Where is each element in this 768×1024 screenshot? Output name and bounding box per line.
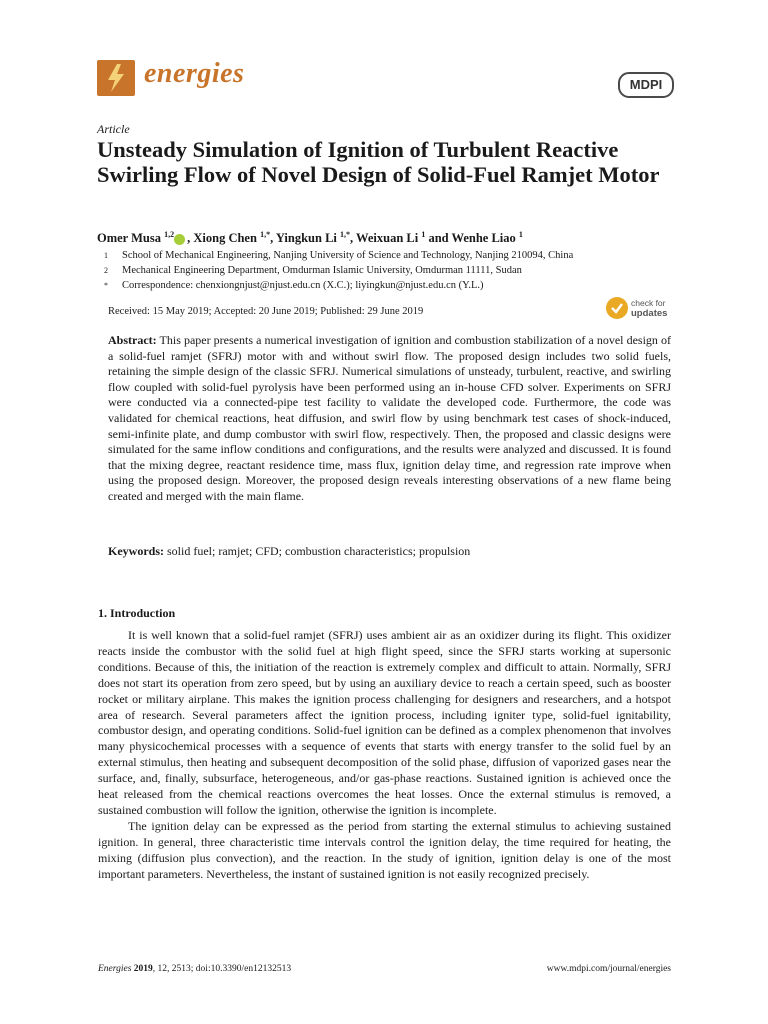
author-affiliation-mark: 1,* [340, 230, 351, 239]
journal-name: energies [144, 58, 245, 89]
abstract-label: Abstract: [108, 333, 157, 347]
author-name: Wenhe Liao [451, 231, 516, 246]
keywords-label: Keywords: [108, 544, 164, 558]
affiliation-line: 2 Mechanical Engineering Department, Omdurman Islamic University, Omdurman 11111, Sudan [104, 265, 522, 276]
check-updates-icon [606, 297, 628, 319]
author-name: Omer Musa [97, 231, 161, 246]
footer-citation: Energies 2019, 12, 2513; doi:10.3390/en12132513 [98, 964, 292, 974]
paragraph: The ignition delay can be expressed as the period from starting the external stimulus to achieving sustained ignition. In general, three characteristic time intervals control the ignition delay, the time required for heating, the mixing (diffusion plus convection), and the reaction. In the study of ignition, ignition delay is one of the most important parameters. Nevertheless, the instant of sustained ignition is not easily recognized precisely. [98, 818, 671, 881]
author-name: Xiong Chen [193, 231, 257, 246]
footer-url[interactable]: www.mdpi.com/journal/energies [546, 964, 671, 974]
author-affiliation-mark: 1,2 [164, 230, 175, 239]
check-for-updates-badge[interactable]: check for updates [606, 296, 668, 324]
author-affiliation-mark: 1 [518, 230, 523, 239]
journal-logo-icon [97, 60, 135, 96]
correspondence-line: * Correspondence: chenxiongnjust@njust.edu.cn (X.C.); liyingkun@njust.edu.cn (Y.L.) [104, 280, 484, 291]
orcid-icon[interactable] [174, 234, 185, 245]
body-text [98, 628, 671, 883]
abstract [108, 333, 671, 505]
publisher-logo: MDPI [618, 72, 674, 98]
keywords-text: solid fuel; ramjet; CFD; combustion characteristics; propulsion [167, 544, 471, 558]
publication-dates: Received: 15 May 2019; Accepted: 20 June 2019; Published: 29 June 2019 [108, 306, 424, 317]
keywords [108, 544, 671, 559]
abstract-text: This paper presents a numerical investigation of ignition and combustion stabilization of a novel design of a solid-fuel ramjet (SFRJ) motor with and without swirl flow. The proposed design includes two solid fuels, retaining the simple design of the classic SFRJ. Numerical simulations of unsteady, turbulent, reactive, and swirling flow coupled with solid-fuel pyrolysis have been performed using an in-house CFD solver. Experiments on SFRJ were conducted via a connected-pipe test facility to validate the developed code. Furthermore, the code was validated for chemical reactions, heat diffusion, and swirl flow by using benchmark test cases of shock-induced, semi-infinite plate, and dump combustor with swirl flow, respectively. Then, the proposed and classic designs were simulated for the same inflow conditions and configurations, and the results were analyzed and discussed. It is found that the mixing degree, reactant residence time, mass flux, ignition delay time, and regression rate improve when using the proposed design. Moreover, the proposed design reveals interesting observations of a new flame being created and merged with the main flame. [108, 333, 671, 503]
author-list: Omer Musa $^{1,2}$ , Xiong Chen $^{1,*}$, Yingkun Li $^{1,*}$, Weixuan Li $^1$ and Wenhe Liao $^1$ [97, 230, 523, 246]
affiliation-line: 1 School of Mechanical Engineering, Nanjing University of Science and Technology, Nanjing 210094, China [104, 250, 574, 261]
author-name: Yingkun Li [275, 231, 337, 246]
author-name: Weixuan Li [356, 231, 419, 246]
author-affiliation-mark: 1 [421, 230, 426, 239]
section-heading: 1. Introduction [98, 606, 176, 620]
article-type: Article [97, 122, 130, 136]
paper-title: Unsteady Simulation of Ignition of Turbulent Reactive Swirling Flow of Novel Design of Solid-Fuel Ramjet Motor [97, 137, 660, 187]
paragraph: It is well known that a solid-fuel ramjet (SFRJ) uses ambient air as an oxidizer during its flight. This oxidizer reacts inside the combustor with the solid fuel at high flight speed, since the SFRJ starts working at supersonic conditions. Because of this, the initiation of the reaction is extremely complex and difficult to attain. Normally, SFRJ does not start its operation from zero speed, but by using an auxiliary device to reach a certain speed, such as booster rocket or military airplane. This makes the ignition process challenging for designers and researchers, and a hotspot area of research. Several parameters affect the ignition process, including igniter type, solid-fuel ignitability, combustor design, and operating conditions. Solid-fuel ignition can be defined as a complex phenomenon that involves many physicochemical processes with a sequence of events that starts with energy transfer to the solid fuel by an external stimulus, then heating and subsequent decomposition of the solid phase, diffusion of vaporized gases near the surface, and, finally, subsurface, heterogeneous, and/or gas-phase reactions. Sustained ignition is achieved once the heat released from the chemical reactions overcomes the heat losses. Once the external stimulus is removed, a sustained combustion will follow the ignition, otherwise the ignition is incomplete. [98, 628, 671, 817]
author-affiliation-mark: 1,* [260, 230, 271, 239]
